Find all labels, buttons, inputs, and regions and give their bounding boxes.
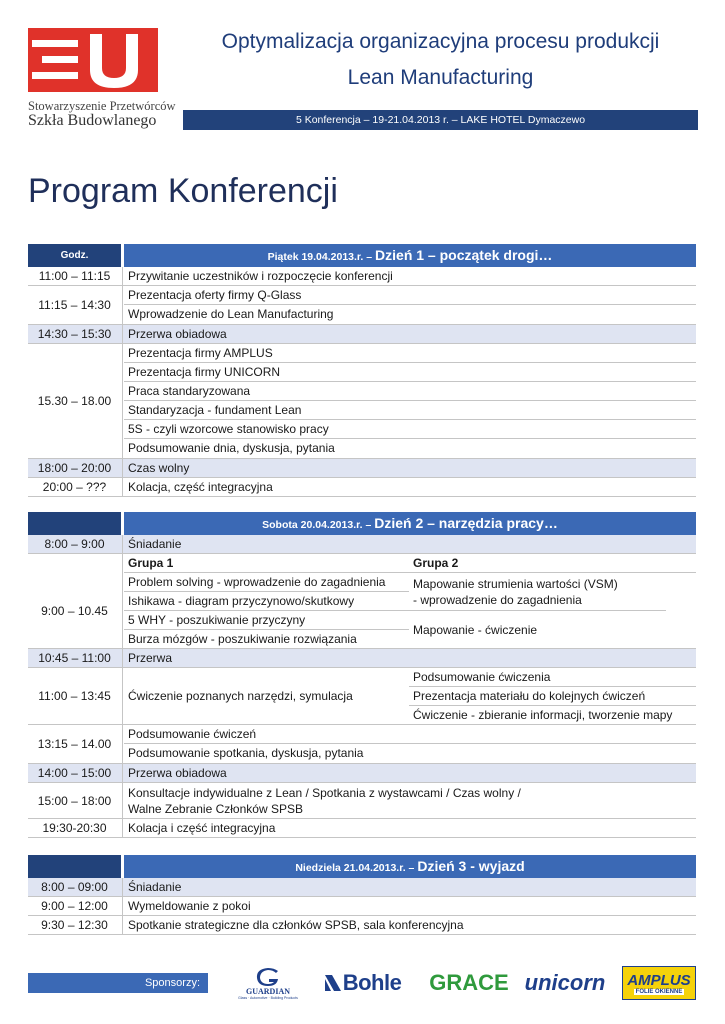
day2-label: Dzień 2 – narzędzia pracy… [374,515,558,531]
bohle-emblem-icon [323,974,343,992]
day1-table [28,244,696,497]
guardian-emblem-icon [253,967,283,987]
unicorn-logo: unicorn [524,970,606,995]
day3-label: Dzień 3 - wyjazd [417,858,525,874]
group2-label: Grupa 2 [413,556,459,570]
guardian-logo: GUARDIAN Glass · Automotive · Building Products [234,963,302,1003]
table-row: 20:00 – ??? Kolacja, część integracyjna [28,478,696,497]
bohle-logo: Bohle [306,963,418,1003]
sponsors-label: Sponsorzy: [28,973,208,993]
amplus-logo: AMPLUS FOLIE OKIENNE [622,966,696,1000]
table-row: 18:00 – 20:00 Czas wolny [28,459,696,478]
page-title: Program Konferencji [28,172,338,210]
grace-logo: GRACE [429,970,509,995]
day3-date: Niedziela 21.04.2013.r. – [295,862,415,874]
table-row: 13:15 – 14.00 Podsumowanie ćwiczeń Podsumowanie spotkania, dyskusja, pytania [28,725,696,764]
table-row: 9:00 – 10.45 Grupa 1 Problem solving - wprowadzenie do zagadnienia Ishikawa - diagram przyczynowo/skutkowy 5 WHY - poszukiwanie przyczyny Burza mózgów - poszukiwanie rozwiązania Grupa 2 Mapowanie strumienia wartości (VSM) - wprowadzenie do zagadnienia Mapowanie - ćwiczenie [28,554,696,649]
day2-date: Sobota 20.04.2013.r. – [262,519,372,531]
conference-title: Optymalizacja organizacyjna procesu produkcji [221,30,660,53]
day1-date: Piątek 19.04.2013.r. – [267,251,373,263]
day2-table [28,512,696,838]
time-column-header: Godz. [28,244,121,267]
table-row: 14:30 – 15:30 Przerwa obiadowa [28,325,696,344]
table-row: 9:30 – 12:30 Spotkanie strategiczne dla członków SPSB, sala konferencyjna [28,916,696,935]
day2-header [28,512,696,535]
table-row: 15:00 – 18:00 Konsultacje indywidualne z Lean / Spotkania z wystawcami / Czas wolny / Walne Zebranie Członków SPSB [28,783,696,819]
org-name-line2: Szkła Budowlanego [28,112,157,129]
spsb-logo [28,28,158,92]
day3-table [28,855,696,935]
table-row: 15.30 – 18.00 Prezentacja firmy AMPLUS Prezentacja firmy UNICORN Praca standaryzowana Standaryzacja - fundament Lean 5S - czyli wzorcowe stanowisko pracy Podsumowanie dnia, dyskusja, pytania [28,344,696,459]
org-name-line1: Stowarzyszenie Przetwórców [28,99,176,113]
group1-label: Grupa 1 [128,556,174,570]
day1-label: Dzień 1 – początek drogi… [375,247,553,263]
table-row: 19:30-20:30 Kolacja i część integracyjna [28,819,696,838]
table-row: 14:00 – 15:00 Przerwa obiadowa [28,764,696,783]
table-row: 8:00 – 9:00 Śniadanie [28,535,696,554]
table-row: 11:00 – 11:15 Przywitanie uczestników i rozpoczęcie konferencji [28,267,696,286]
table-row: 8:00 – 09:00 Śniadanie [28,878,696,897]
conference-banner: 5 Konferencja – 19-21.04.2013 r. – LAKE HOTEL Dymaczewo [183,110,698,130]
day1-header [28,244,696,267]
table-row: 11:15 – 14:30 Prezentacja oferty firmy Q-Glass Wprowadzenie do Lean Manufacturing [28,286,696,325]
table-row: 11:00 – 13:45 Ćwiczenie poznanych narzędzi, symulacja Podsumowanie ćwiczenia Prezentacja materiału do kolejnych ćwiczeń Ćwiczenie - zbieranie informacji, tworzenie mapy [28,668,696,725]
table-row: 10:45 – 11:00 Przerwa [28,649,696,668]
conference-subtitle: Lean Manufacturing [347,66,534,89]
table-row: 9:00 – 12:00 Wymeldowanie z pokoi [28,897,696,916]
day3-header [28,855,696,878]
